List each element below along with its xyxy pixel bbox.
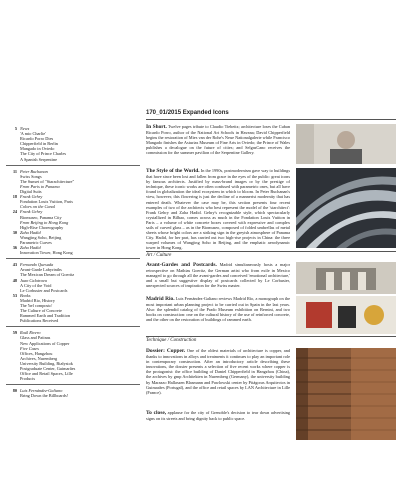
paragraph-in-short	[146, 124, 290, 156]
toc-page-number: 24	[12, 209, 17, 215]
issue-header: 170_01/2015 Expanded Icons	[146, 110, 229, 116]
toc-entry	[6, 293, 140, 324]
toc-line: Rammed Earth and Tradition	[20, 313, 71, 319]
toc-divider	[6, 165, 140, 166]
toc-line: Innovation Tower, Hong Kong	[20, 250, 73, 256]
toc-divider	[6, 326, 140, 327]
paragraph-madrid-rio	[146, 296, 290, 322]
toc-line: A City of the Void	[20, 282, 52, 288]
toc-line: Publications Received	[20, 318, 59, 324]
close-lead: To close,	[146, 410, 167, 416]
toc-entry	[6, 346, 140, 382]
avant-lead: Avant-Gardes and Postcards.	[146, 262, 217, 268]
toc-entry	[6, 278, 140, 293]
toc-line: Digital Suits	[20, 189, 42, 195]
toc-line: Glass and Patinas	[20, 335, 51, 341]
toc-line: Colors on the Canal	[20, 204, 55, 210]
toc-line: Ricardo Porro Dies	[20, 136, 54, 142]
toc-divider	[6, 384, 140, 385]
toc-line: Bring Down the Billboards!	[20, 393, 69, 399]
toc-line: Offices, Hangzhou	[20, 350, 53, 356]
table-of-contents	[6, 126, 140, 399]
in-short-body: Twelve pages tribute to Claudio Tiebeitz; architecture loses the Cuban Ricardo Porro, author of the National Art Schools in Havana; David Chipperfield begins the restoration of Mies van der Rohe's Neue Nationalgalerie while Francisco Mangado finishes the Asturias Museum of Fine Arts in Oviedo; the Prince of Wales publishes a decalogue on the future of cities; and SelgasCano receives the commission for the summer pavilion of the Serpentine Gallery.	[146, 124, 290, 156]
image-copper-facade	[296, 348, 396, 440]
style-body: In the 1990s, postmodernism gave way to buildings that have since been lost and fallen from grace in the eyes of the public: great icons by famous architects. Justified by mass-brand images or by the prestige of technique, these iconic works are often confused with parametric ones, but all have found in globalization the ideal ecosystem in which to bloom. In Peter Buchanan's view, however, this flowering is just the decline of a mannerist modernity that has entered death. Whatever the case may be, this section presents four recent examples of two of the architects who best represent the model of the 'starchitect': Frank Gehry and Zaha Hadid. Gehry's recognizable style, which spectacularly crystallized in Bilbao, comes across as much in the Fondation Louis Vuitton in Paris – a volume of white concrete boxes covered with expressive and complex sails of curved glass – as in the Biomuseo, composed of folded umbrellas of metal sheets whose bright colors are a striking sign in the greyish atmosphere of Panama City. Hadid, for her part, has carried out two high-rise projects in China: the three warped volumes of Wangjing Soho in Beijing, and the emphatic aerodynamic tower in Hong Kong.	[146, 168, 291, 251]
toc-page-number: 30	[12, 229, 17, 235]
toc-entry	[6, 330, 140, 345]
toc-page-number: 48	[12, 277, 17, 283]
toc-line: The Culture of Concrete	[20, 308, 62, 314]
in-short-lead: In Short.	[146, 124, 167, 130]
toc-line: Le Corbusier and Postcards	[20, 287, 68, 293]
section-art-culture: Art / Culture	[146, 251, 396, 258]
header-rule	[146, 119, 396, 120]
toc-entry	[6, 126, 140, 162]
image-architect-portrait	[296, 124, 396, 164]
toc-line: Swiss Songs	[20, 173, 42, 179]
toc-line: The Mexican Dream of Goeritz	[20, 272, 75, 278]
copper-body: One of the oldest materials of architecture is copper, and thanks to innovations in alloys and treatments it continues to play an important role in contemporary construction. After an introductory article describing these innovations, the dossier presents a selection of five recent works where copper is the protagonist: the office building of Daniel Chipperfield in Hangzhou (China), the archives by gmp Architekten in Nuremberg (Germany), the university building by Marazzo Hallaszen Blasmann and Pawlowski center by Pitágoras Arquitectos in Guimarães (Portugal), and the office and retail spaces by LAN Architecture in Lille (France).	[146, 348, 291, 395]
toc-page-number	[6, 220, 20, 230]
toc-page-number: 53	[12, 292, 17, 298]
toc-divider	[6, 258, 140, 259]
toc-line: University Building, Białystok	[20, 360, 73, 366]
image-curved-glass-facade	[296, 168, 396, 248]
toc-line: From Beijing to Hong Kong	[20, 219, 69, 225]
close-body: applause for the city of Grenoble's decision to tear down advertising signs on its streets and bring dignity back to public space.	[146, 410, 290, 422]
toc-line: Raúl Rivero	[20, 330, 41, 336]
toc-entry	[6, 169, 140, 184]
style-lead: The Style of the World.	[146, 168, 200, 174]
paragraph-avant-gardes	[146, 262, 290, 288]
image-avant-garde-artwork	[296, 296, 396, 334]
toc-line: Mangado in Oviedo	[20, 146, 55, 152]
toc-line: Archives, Nuremberg	[20, 355, 58, 361]
copper-lead: Dossier: Copper.	[146, 348, 186, 354]
toc-line: From Paris to Panama	[20, 183, 60, 189]
paragraph-copper	[146, 348, 290, 395]
toc-entry	[6, 184, 140, 194]
madrid-lead: Madrid Rio.	[146, 296, 175, 302]
toc-entry	[6, 245, 140, 255]
toc-line: High-Rise Choreography	[20, 224, 64, 230]
toc-line: The 'bel composto'	[20, 303, 53, 308]
section-technique-construction: Technique / Construction	[146, 336, 396, 343]
toc-line: Fondation Louis Vuitton, Paris	[20, 199, 73, 205]
toc-line: Biomuseo, Panama City	[20, 214, 62, 220]
toc-line: Fernando Quesada	[20, 262, 54, 268]
toc-line: Avant-Garde Labyrinths	[20, 267, 62, 273]
toc-entry	[6, 262, 140, 277]
toc-line: Five Cases	[20, 345, 39, 351]
toc-line: New Applications of Copper	[20, 340, 70, 346]
toc-line: Chipperfield in Berlin	[20, 141, 58, 147]
toc-line: Frank Gehry	[20, 194, 43, 200]
image-architecture-photo	[296, 262, 396, 294]
toc-line: Products	[20, 376, 36, 382]
toc-page-number: 43	[12, 262, 17, 268]
toc-entry	[6, 209, 140, 219]
avant-body: Madrid simultaneously hosts a major retrospective on Mathias Goeritz, the German artist who from exile in Mexico managed to go through all the avant-gardes and conceived 'emotional architecture,' and a small but suggestive display of postcards collected by Le Corbusier, unexpected sources of inspiration for the Swiss master.	[146, 262, 291, 289]
toc-line: Postgraduate Center, Guimarães	[20, 366, 76, 372]
toc-line: Peter Buchanan	[20, 168, 48, 174]
toc-line: News	[20, 126, 30, 131]
toc-line: Zaha Hadid	[20, 229, 41, 235]
toc-line: Madrid Rio, History	[20, 297, 55, 303]
toc-line: Parametric Curves	[20, 239, 52, 245]
toc-line: A Spanish Serpentine	[20, 156, 57, 162]
toc-line: Wangjing Soho, Beijing	[20, 234, 62, 240]
toc-line: Juan Calatrava	[20, 277, 47, 283]
toc-line: Luis Fernández-Galiano	[20, 388, 63, 394]
toc-line: The Sunset of "Starachitecture"	[20, 178, 75, 184]
toc-entry	[6, 230, 140, 245]
toc-line: 'A mio Charlie'	[20, 131, 46, 137]
toc-line: Zaha Hadid	[20, 245, 41, 251]
toc-page-number: 36	[12, 245, 17, 251]
toc-page-number: 5	[14, 126, 17, 131]
toc-page-number: 80	[12, 388, 17, 394]
toc-line: Books	[20, 292, 31, 298]
toc-page-number: 18	[12, 194, 17, 200]
toc-entry	[6, 194, 140, 204]
madrid-body: Luis Fernández-Galiano reviews Madrid Río, a monograph on the most important urban planning project to be carried out in Spain in the last years. Also: the splendid catalog of the Prado Museum exhibition on Bernini, and two books on construction: one on the cultural history of the use of reinforced concrete, and the other on the restoration of buildings of rammed earth.	[146, 296, 291, 323]
toc-page-number: 11	[12, 168, 17, 174]
toc-entry	[6, 388, 140, 398]
paragraph-to-close	[146, 410, 290, 421]
toc-line: The City of Prince Charles	[20, 151, 67, 157]
toc-page-number: 59	[12, 330, 17, 336]
toc-page-number	[6, 346, 20, 382]
paragraph-style-of-world	[146, 168, 290, 251]
toc-page-number	[6, 184, 20, 194]
toc-line: Frank Gehry	[20, 209, 43, 215]
toc-line: Office and Retail Spaces, Lille	[20, 371, 73, 377]
toc-entry	[6, 220, 140, 230]
